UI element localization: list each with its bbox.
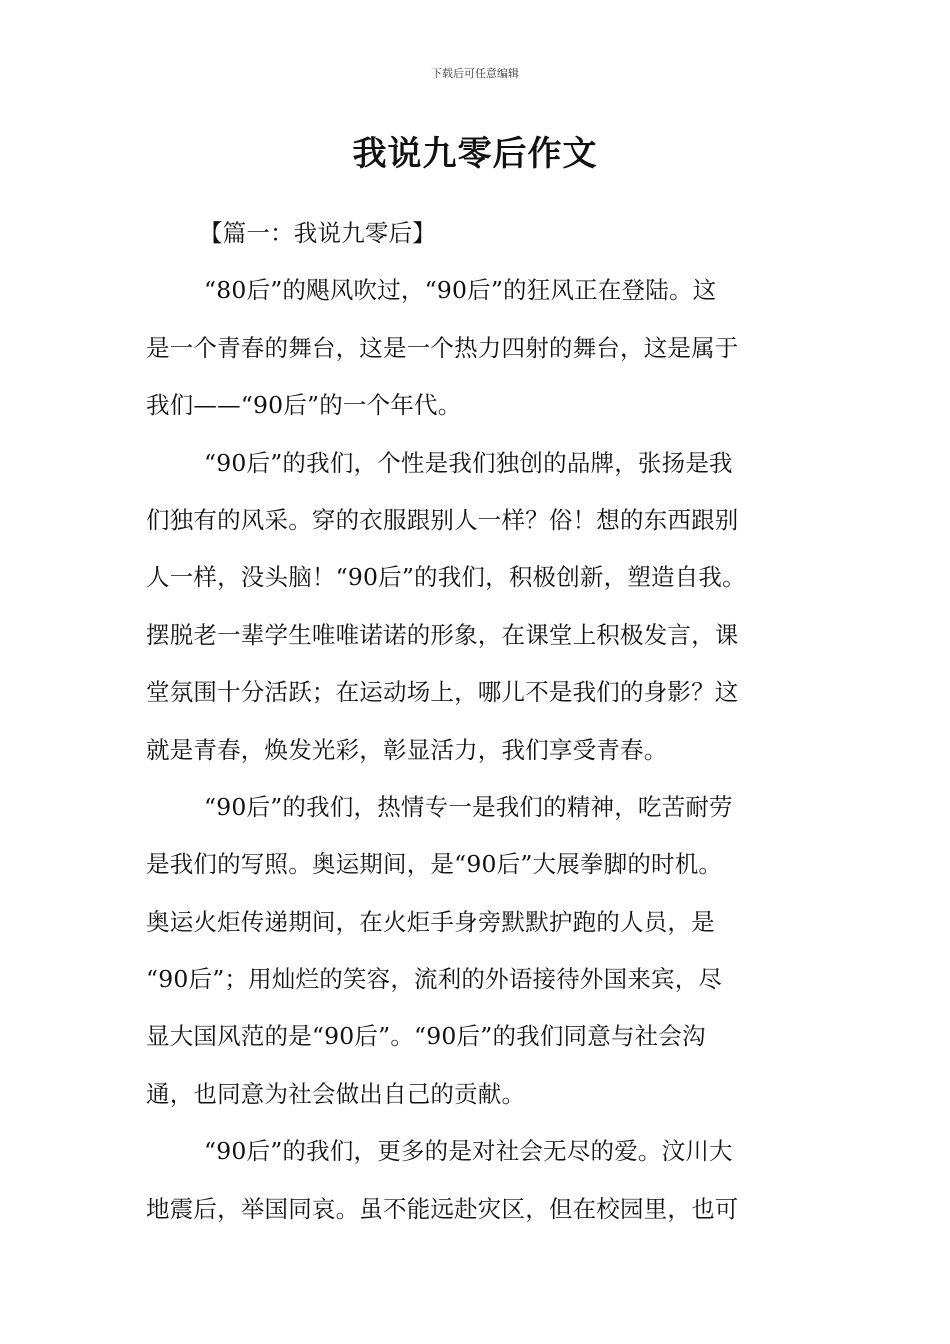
document-title: 我说九零后作文 (352, 134, 598, 174)
text-line: 通，也同意为社会做出自己的贡献。 (146, 1079, 526, 1108)
text-line: 是一个青春的舞台，这是一个热力四射的舞台，这是属于 (146, 333, 739, 362)
text-line: 人一样，没头脑！“90后”的我们，积极创新，塑造自我。 (146, 563, 746, 592)
text-line: 堂氛围十分活跃；在运动场上，哪儿不是我们的身影？这 (146, 678, 739, 707)
text-line: 们独有的风采。穿的衣服跟别人一样？俗！想的东西跟别 (146, 505, 739, 534)
body-text (146, 205, 810, 1238)
header-note: 下载后可任意编辑 (431, 67, 519, 80)
text-line: “90后”的我们，热情专一是我们的精神，吃苦耐劳 (204, 792, 733, 821)
text-line: “90后”的我们，个性是我们独创的品牌，张扬是我 (204, 448, 733, 477)
text-line: “90后”的我们，更多的是对社会无尽的爱。汶川大 (204, 1137, 733, 1166)
text-line: “80后”的飓风吹过，“90后”的狂风正在登陆。这 (204, 276, 717, 305)
text-line: 是我们的写照。奥运期间，是“90后”大展拳脚的时机。 (146, 850, 723, 879)
text-line: 摆脱老一辈学生唯唯诺诺的形象，在课堂上积极发言，课 (146, 620, 739, 649)
section-heading: 【篇一：我说九零后】 (199, 219, 436, 247)
text-line: 地震后，举国同哀。虽不能远赴灾区，但在校园里，也可 (146, 1194, 739, 1223)
text-line: 我们——“90后”的一个年代。 (146, 391, 462, 420)
text-line: 就是青春，焕发光彩，彰显活力，我们享受青春。 (146, 735, 668, 764)
text-line: “90后”；用灿烂的笑容，流利的外语接待外国来宾，尽 (146, 965, 723, 994)
text-line: 显大国风范的是“90后”。“90后”的我们同意与社会沟 (146, 1022, 706, 1051)
text-line: 奥运火炬传递期间，在火炬手身旁默默护跑的人员，是 (146, 907, 715, 936)
